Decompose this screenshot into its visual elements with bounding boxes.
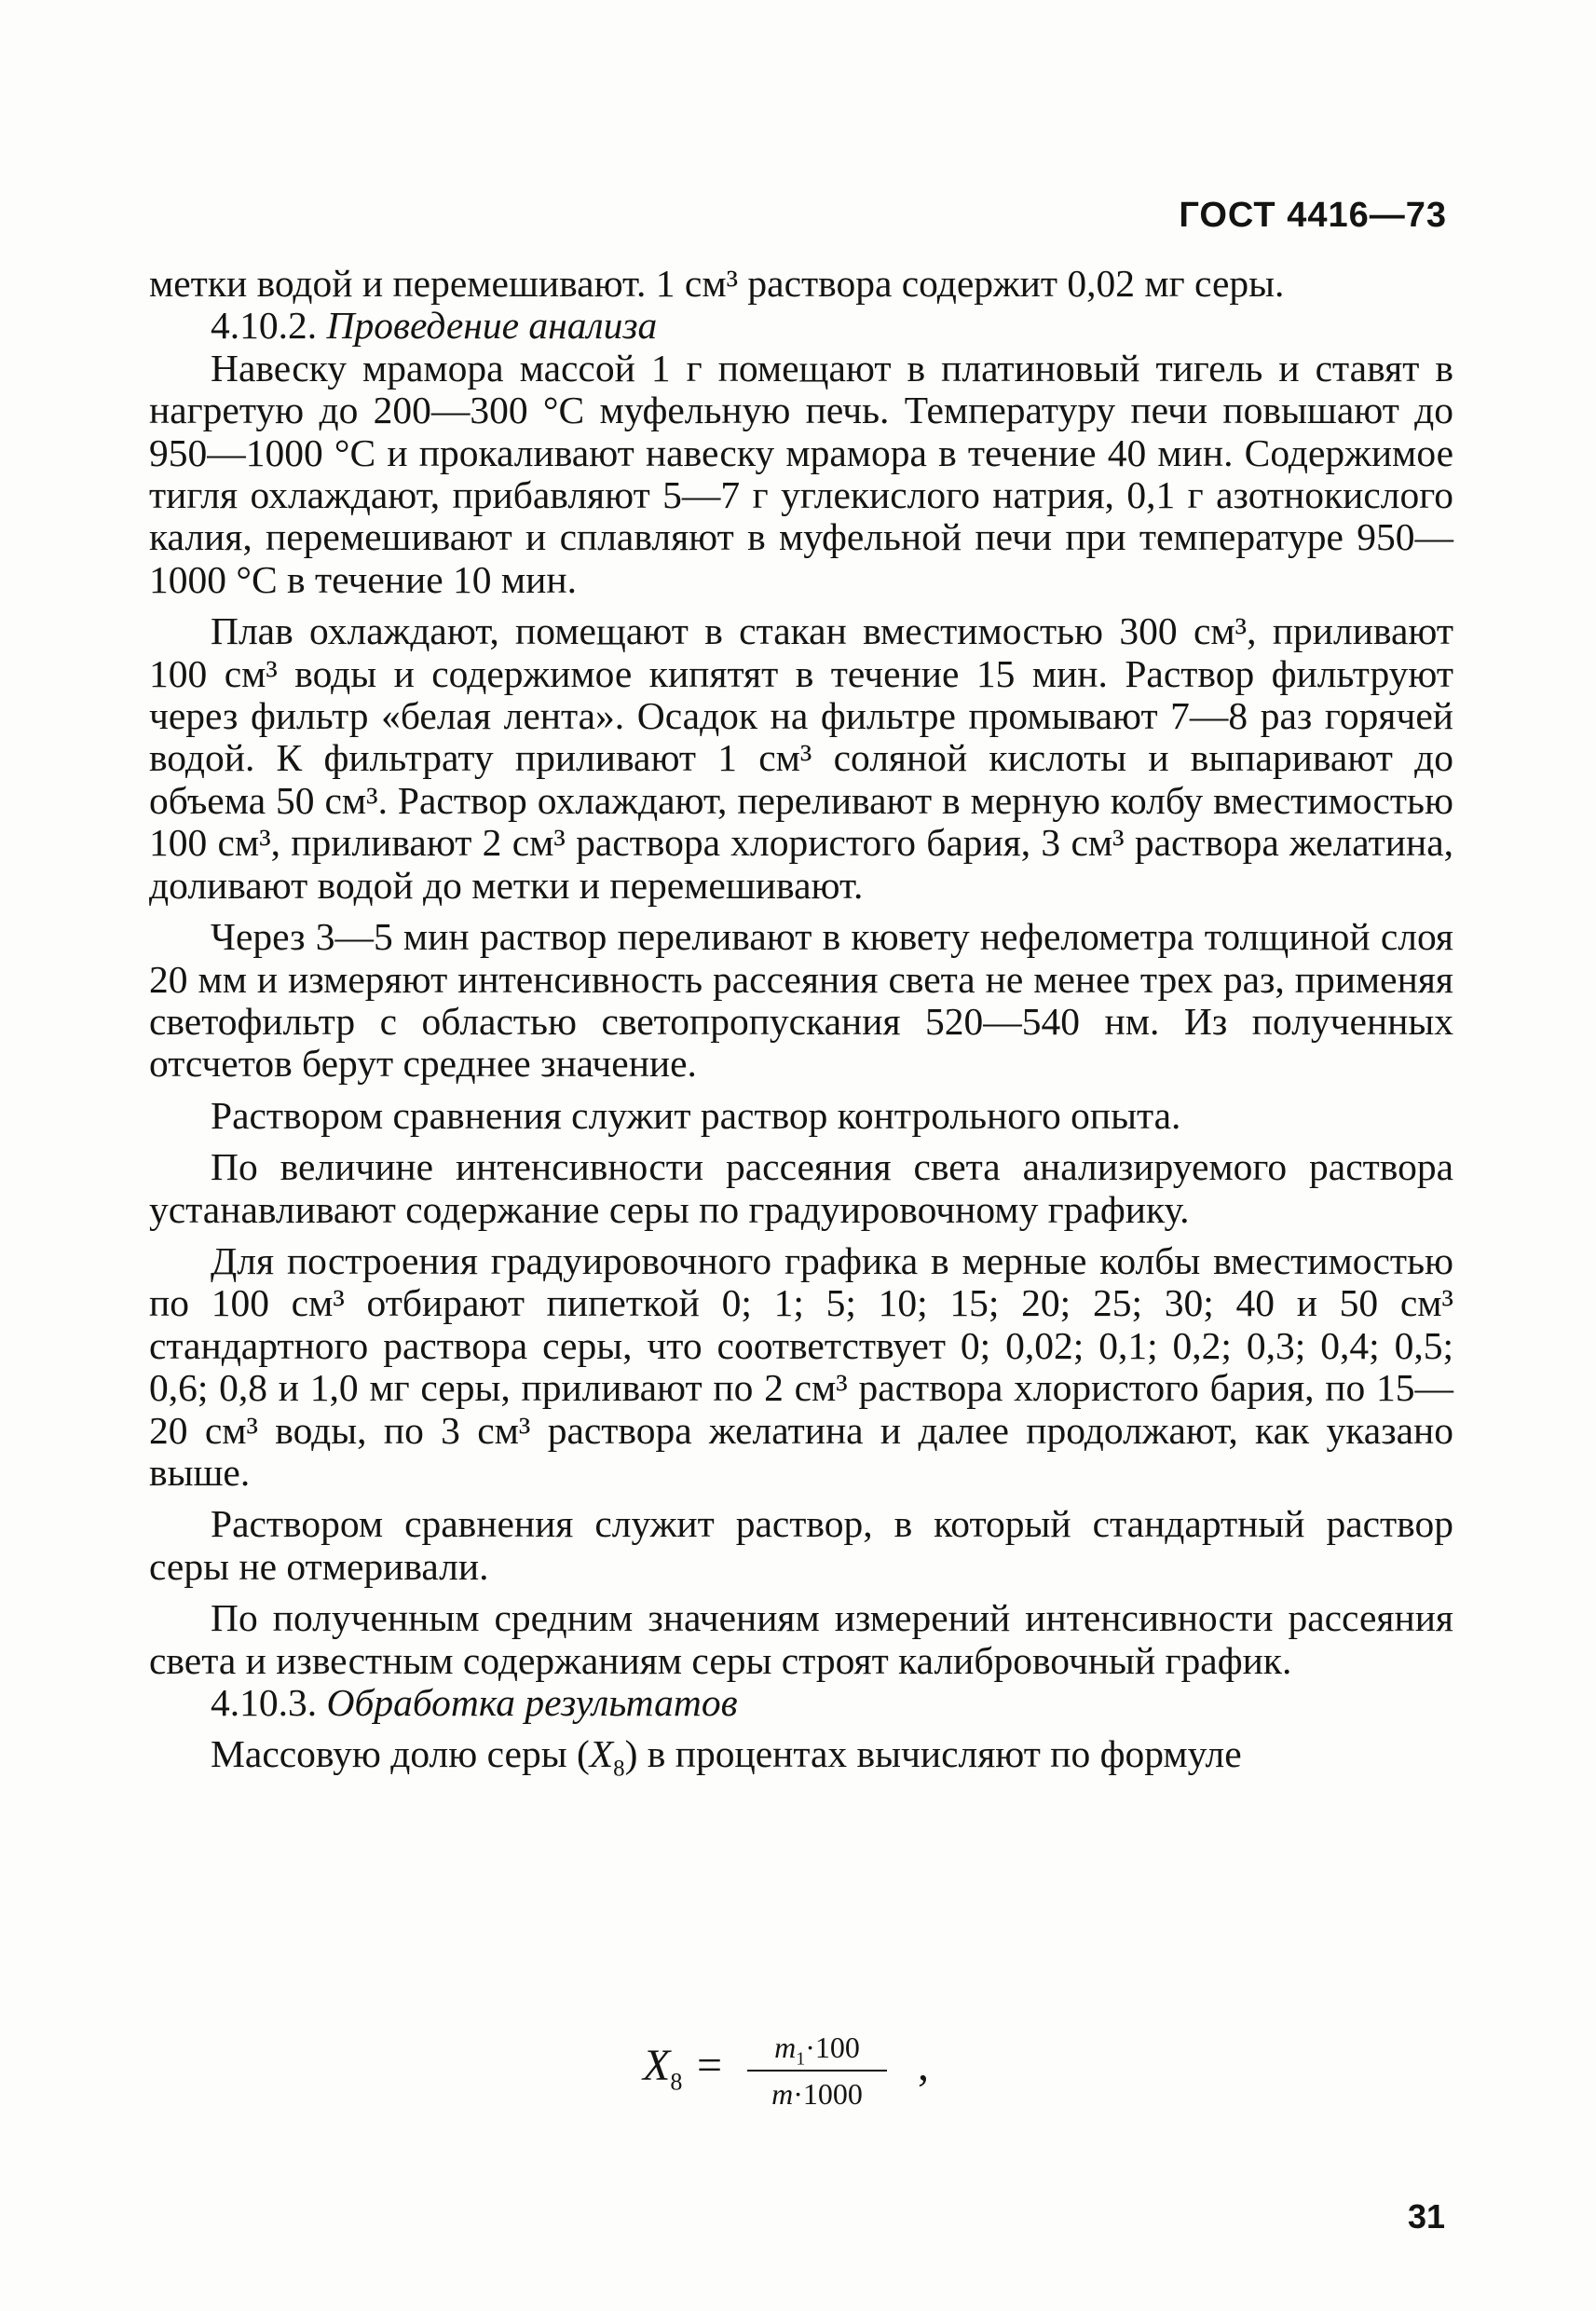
fraction-bar <box>747 2070 887 2072</box>
paragraph-calibration-graph: По полученным средним значениям измерений интенсивности рассеяния света и известным содержаниям серы строят калибровочный график. <box>149 1596 1453 1682</box>
formula-denominator <box>747 2073 887 2114</box>
paragraph-nephelometer: Через 3—5 мин раствор переливают в кювету нефелометра толщиной слоя 20 мм и измеряют интенсивность рассеяния света не менее трех раз, применяя светофильтр с областью светопропускания 520—540 нм. Из полученных отсчетов берут среднее значение. <box>149 915 1453 1086</box>
section-heading-4-10-2 <box>149 305 1453 347</box>
formula-intro-text: Массовую долю серы ( <box>211 1732 590 1776</box>
sulfur-formula <box>643 2027 1016 2120</box>
section-title: Проведение анализа <box>326 304 658 348</box>
formula-equals: = <box>697 2041 723 2090</box>
formula-lhs-subscript: 8 <box>670 2068 683 2096</box>
document-header: ГОСТ 4416—73 <box>1179 196 1447 235</box>
formula-intro-text-end: ) в процентах вычисляют по формуле <box>624 1732 1242 1776</box>
paragraph-calibration-reference: Раствором сравнения служит раствор, в который стандартный раствор серы не отмеривали. <box>149 1502 1453 1588</box>
paragraph-continuation: метки водой и перемешивают. 1 см³ раствора содержит 0,02 мг серы. <box>149 262 1285 305</box>
paragraph-reference-solution: Раствором сравнения служит раствор контрольного опыта. <box>211 1093 1181 1137</box>
section-heading-4-10-3 <box>149 1682 1453 1724</box>
numerator-rest: ·100 <box>805 2031 860 2064</box>
formula-comma: , <box>918 2041 929 2090</box>
denominator-rest: ·1000 <box>793 2077 863 2111</box>
variable-x: X <box>589 1732 614 1776</box>
variable-subscript: 8 <box>613 1756 625 1782</box>
paragraph-calibration-setup: Для построения градуировочного графика в мерные колбы вместимостью по 100 см³ отбирают пипеткой 0; 1; 5; 10; 15; 20; 25; 30; 40 и 50 см³ стандартного раствора серы, что соответствует 0; 0,02; 0,1; 0,2; 0,3; 0,4; 0,5; 0,6; 0,8 и 1,0 мг серы, приливают по 2 см³ раствора хлористого бария, по 15—20 см³ воды, по 3 см³ раствора желатина и далее продолжают, как указано выше. <box>149 1238 1453 1494</box>
section-number: 4.10.3. <box>211 1681 318 1724</box>
numerator-subscript: 1 <box>796 2048 806 2070</box>
formula-numerator <box>747 2027 887 2068</box>
paragraph-sample-preparation: Навеску мрамора массой 1 г помещают в платиновый тигель и ставят в нагретую до 200—300 °С муфельную печь. Температуру печи повышают до 950—1000 °С и прокаливают навеску мрамора в течение 40 мин. Содержимое тигля охлаждают, прибавляют 5—7 г углекислого натрия, 0,1 г азотнокислого калия, перемешивают и сплавляют в муфельной печи при температуре 950—1000 °С в течение 10 мин. <box>149 346 1453 601</box>
formula-fraction <box>747 2027 887 2114</box>
body-text <box>149 262 1453 1782</box>
paragraph-formula-intro <box>149 1732 1453 1782</box>
numerator-var: m <box>774 2031 797 2064</box>
paragraph-fusion-processing: Плав охлаждают, помещают в стакан вместимостью 300 см³, приливают 100 см³ воды и содержимое кипятят в течение 15 мин. Раствор фильтруют через фильтр «белая лента». Осадок на фильтре промывают 7—8 раз горячей водой. К фильтрату приливают 1 см³ соляной кислоты и выпаривают до объема 50 см³. Раствор охлаждают, переливают в мерную колбу вместимостью 100 см³, приливают 2 см³ раствора хлористого бария, 3 см³ раствора желатина, доливают водой до метки и перемешивают. <box>149 609 1453 907</box>
denominator-var: m <box>771 2077 794 2111</box>
formula-lhs-var: X <box>643 2041 671 2090</box>
section-number: 4.10.2. <box>211 304 318 348</box>
formula-lhs <box>643 2040 683 2096</box>
paragraph-determination: По величине интенсивности рассеяния света анализируемого раствора устанавливают содержание серы по градуировочному графику. <box>149 1145 1453 1231</box>
section-title: Обработка результатов <box>326 1681 738 1724</box>
page-number: 31 <box>1407 2197 1445 2236</box>
